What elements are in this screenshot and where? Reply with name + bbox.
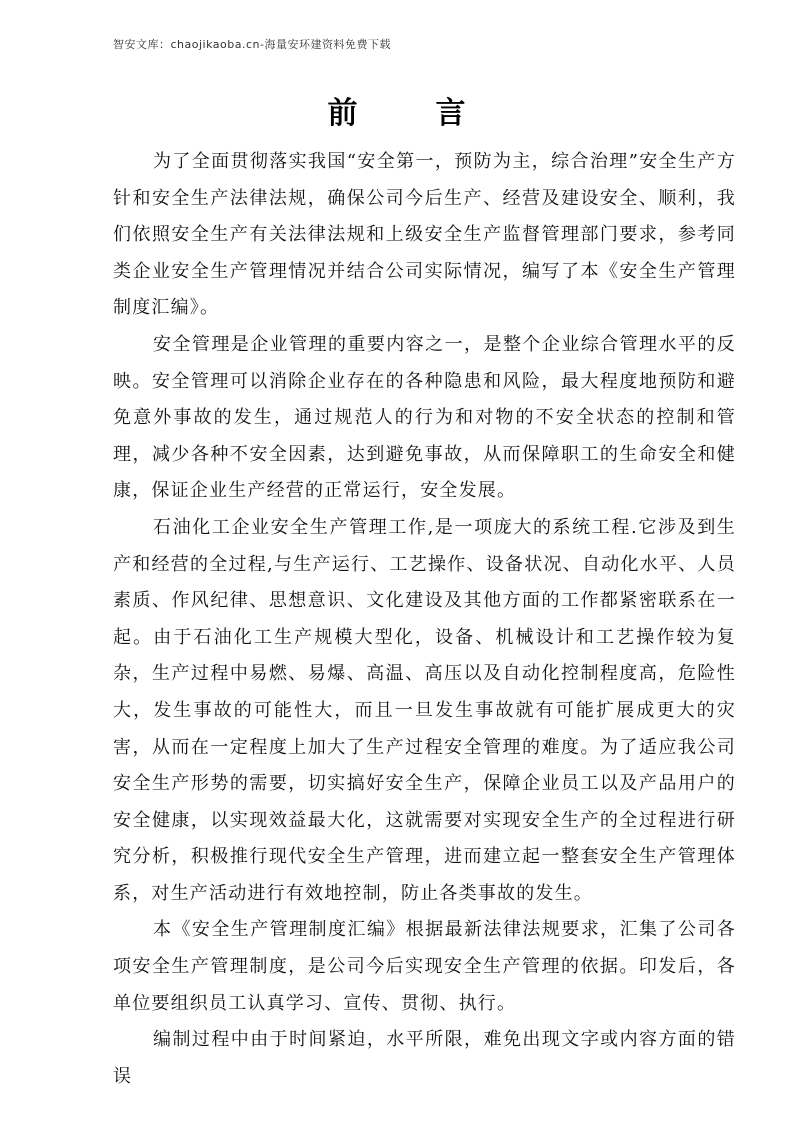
paragraph-2: 安全管理是企业管理的重要内容之一，是整个企业综合管理水平的反映。安全管理可以消除企业存在的各种隐患和风险，最大程度地预防和避免意外事故的发生，通过规范人的行为和对物的不安全状态的控制和管理，减少各种不安全因素，达到避免事故，从而保障职工的生命安全和健康，保证企业生产经营的正常运行，安全发展。 xyxy=(113,333,736,502)
paragraph-1: 为了全面贯彻落实我国“安全第一，预防为主，综合治理”安全生产方针和安全生产法律法规，确保公司今后生产、经营及建设安全、顺利，我们依照安全生产有关法律法规和上级安全生产监督管理部门要求，参考同类企业安全生产管理情况并结合公司实际情况，编写了本《安全生产管理制度汇编》。 xyxy=(113,151,736,319)
paragraph-4: 本《安全生产管理制度汇编》根据最新法律法规要求，汇集了公司各项安全生产管理制度，是公司今后实现安全生产管理的依据。印发后，各单位要组织员工认真学习、宣传、贯彻、执行。 xyxy=(113,919,736,1014)
title-char-1: 前 xyxy=(327,96,358,131)
document-body xyxy=(113,144,736,1095)
title-char-2: 言 xyxy=(435,96,466,131)
paragraph-5: 编制过程中由于时间紧迫，水平所限，难免出现文字或内容方面的错误 xyxy=(113,1029,736,1087)
page-title xyxy=(0,88,793,132)
watermark-header: 智安文库：chaojikaoba.cn-海量安环建资料免费下载 xyxy=(113,38,391,51)
paragraph-3: 石油化工企业安全生产管理工作,是一项庞大的系统工程.它涉及到生产和经营的全过程,与生产运行、工艺操作、设备状况、自动化水平、人员素质、作风纪律、思想意识、文化建设及其他方面的工作都紧密联系在一起。由于石油化工生产规模大型化，设备、机械设计和工艺操作较为复杂，生产过程中易燃、易爆、高温、高压以及自动化控制程度高，危险性大，发生事故的可能性大，而且一旦发生事故就有可能扩展成更大的灾害，从而在一定程度上加大了生产过程安全管理的难度。为了适应我公司安全生产形势的需要，切实搞好安全生产，保障企业员工以及产品用户的安全健康，以实现效益最大化，这就需要对实现安全生产的全过程进行研究分析，积极推行现代安全生产管理，进而建立起一整套安全生产管理体系，对生产活动进行有效地控制，防止各类事故的发生。 xyxy=(113,516,736,904)
